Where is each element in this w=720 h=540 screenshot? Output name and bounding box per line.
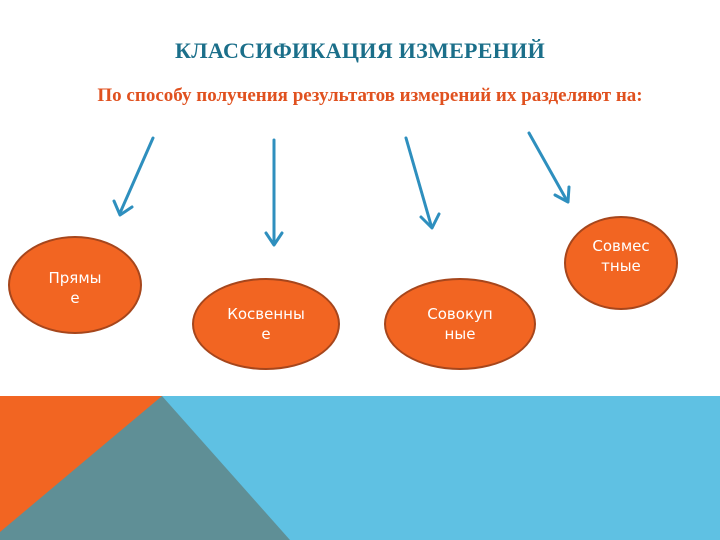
arrow-to-sovmestnye: [529, 133, 569, 202]
node-sovokupnye: [384, 278, 536, 370]
node-sovmestnye: [564, 216, 678, 310]
node-pryamye: [8, 236, 142, 334]
node-label: Совмес тные: [592, 237, 650, 275]
node-label: Косвенны е: [227, 305, 305, 343]
arrow-to-sovokupnye: [406, 138, 439, 228]
node-label: Прямы е: [48, 269, 102, 307]
node-label: Совокуп ные: [427, 305, 493, 343]
slide-subtitle: По способу получения результатов измерений их разделяют на:: [97, 85, 643, 106]
arrow-to-kosvennye: [266, 140, 282, 245]
arrow-to-pryamye: [114, 138, 153, 215]
decorative-bottom-band: [0, 396, 720, 540]
slide-title: КЛАССИФИКАЦИЯ ИЗМЕРЕНИЙ: [175, 38, 545, 63]
node-kosvennye: [192, 278, 340, 370]
